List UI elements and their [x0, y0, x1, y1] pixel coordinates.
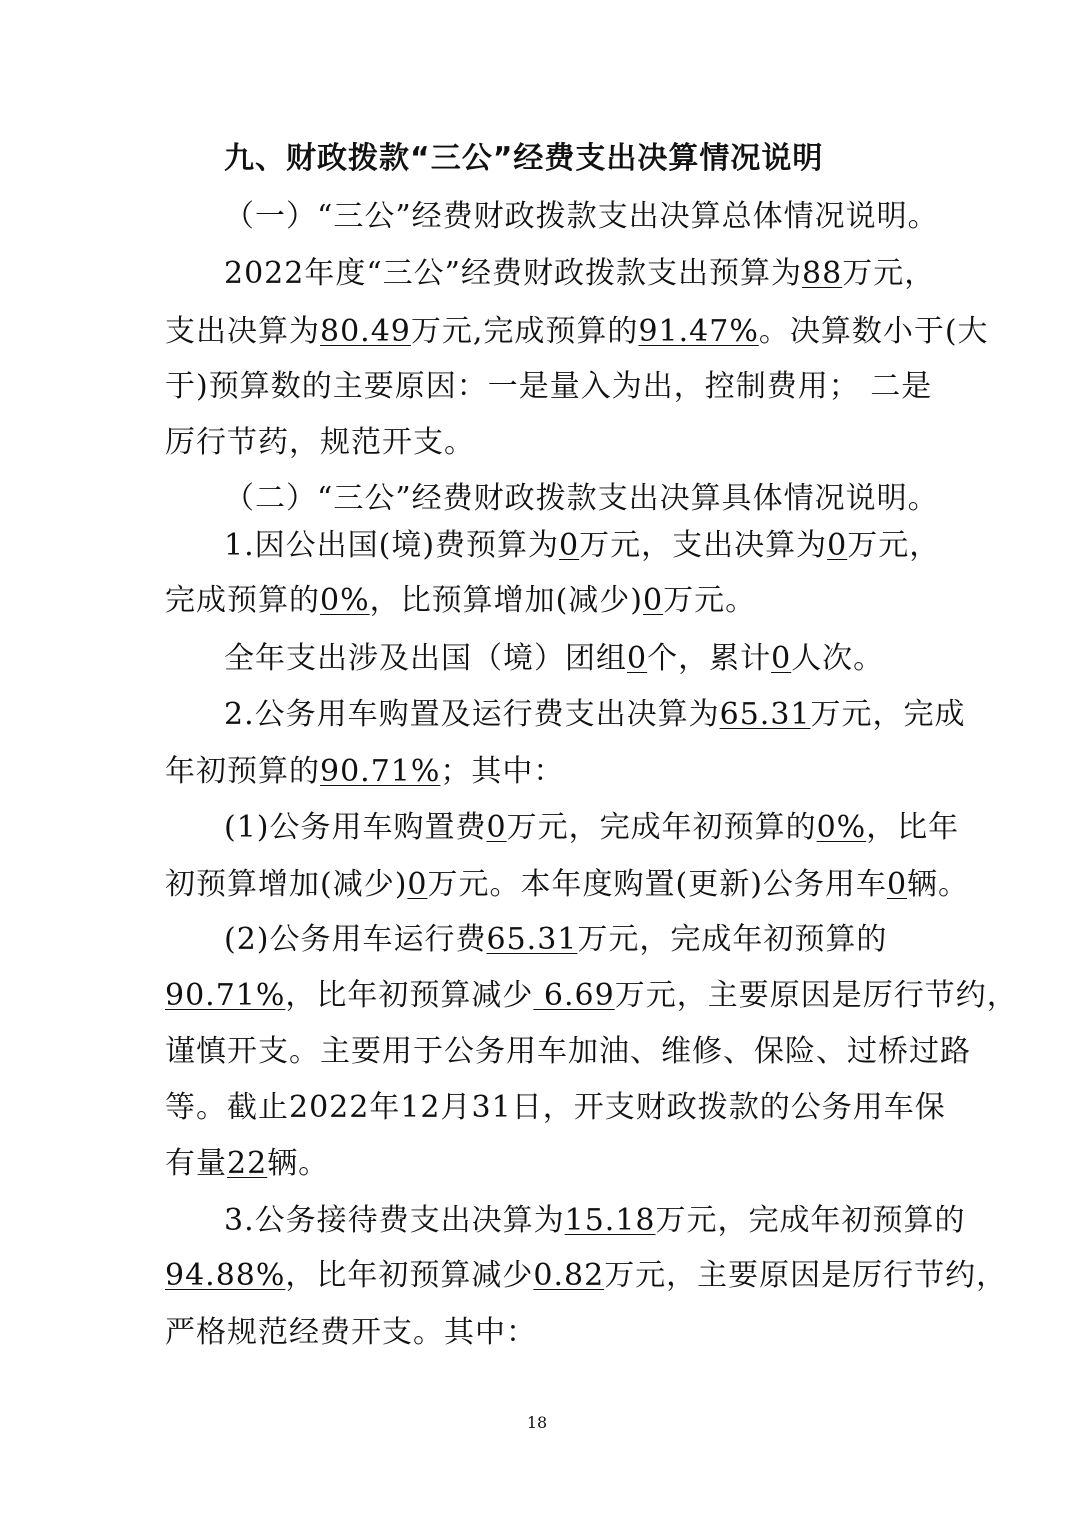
purchased-vehicles: 0	[886, 867, 908, 902]
item-3-line-3: 严格规范经费开支。其中：	[165, 1315, 537, 1350]
text: 辆。	[267, 1146, 330, 1181]
vehicle-rate: 90.71%	[320, 754, 441, 789]
text: 万元，	[842, 256, 936, 291]
persons-count: 0	[771, 641, 792, 676]
paragraph-1-line-2	[165, 312, 989, 352]
budget-value: 88	[802, 256, 843, 291]
text: 万元，完成年初预算的	[506, 810, 817, 845]
text: 万元，完成	[810, 697, 966, 732]
text: 万元。	[663, 583, 757, 618]
text: 万元，主要原因是厉行节约，	[604, 1258, 1008, 1293]
item-3-line-2	[165, 1256, 1007, 1296]
text: 万元，	[847, 528, 941, 563]
vehicles-held: 22	[227, 1146, 268, 1181]
text: 万元，主要原因是厉行节约，	[614, 978, 1018, 1013]
text: 1.因公出国(境)费预算为	[224, 528, 560, 563]
text: (1)公务用车购置费	[224, 810, 487, 845]
text: 全年支出涉及出国（境）团组	[224, 641, 627, 676]
text: ，比年初预算减少	[285, 978, 534, 1013]
groups-count: 0	[627, 641, 648, 676]
item-2-1-line-1	[224, 808, 959, 848]
paragraph-1-line-3: 于)预算数的主要原因：一是量入为出，控制费用； 二是	[165, 369, 933, 404]
reception-decrease: 0.82	[533, 1258, 605, 1293]
reception-rate: 94.88%	[165, 1258, 286, 1293]
item-2-2-line-4: 等。截止2022年12月31日，开支财政拨款的公务用车保	[165, 1090, 946, 1125]
item-2-2-line-5	[165, 1144, 329, 1184]
text: 人次。	[791, 641, 885, 676]
purchase-rate: 0%	[816, 810, 867, 845]
text: 3.公务接待费支出决算为	[224, 1203, 565, 1238]
item-1-line-1	[224, 526, 940, 566]
abroad-actual: 0	[827, 528, 848, 563]
item-3-line-1	[224, 1201, 966, 1241]
text: 初预算增加(减少)	[165, 867, 408, 902]
item-2-2-line-1	[224, 920, 887, 960]
item-2-2-line-3: 谨慎开支。主要用于公务用车加油、维修、保险、过桥过路	[165, 1034, 971, 1069]
abroad-budget: 0	[559, 528, 580, 563]
abroad-rate: 0%	[320, 583, 370, 618]
operation-rate: 90.71%	[165, 978, 286, 1013]
text: 有量	[165, 1146, 227, 1181]
purchase-amount: 0	[486, 810, 507, 845]
operation-decrease: 6.69	[533, 978, 615, 1013]
paragraph-1-line-4: 厉行节药，规范开支。	[165, 425, 475, 460]
text: 万元，支出决算为	[579, 528, 828, 563]
text: 万元。本年度购置(更新)公务用车	[427, 867, 887, 902]
completion-rate: 91.47%	[638, 314, 759, 349]
subsection-2-title: （二）“三公”经费财政拨款支出决算具体情况说明。	[224, 481, 939, 516]
abroad-change: 0	[643, 583, 664, 618]
reception-actual: 15.18	[564, 1203, 656, 1238]
item-2-line-1	[224, 695, 966, 735]
vehicle-actual: 65.31	[719, 697, 811, 732]
item-2-2-line-2	[165, 976, 1018, 1016]
actual-value: 80.49	[320, 314, 411, 349]
text: 辆。	[907, 867, 970, 902]
text: 完成预算的	[165, 583, 320, 618]
text: ，比预算增加(减少)	[369, 583, 644, 618]
text: ，比年	[866, 810, 960, 845]
item-1-groups-line	[224, 639, 884, 679]
text: 2022年度“三公”经费财政拨款支出预算为	[224, 256, 803, 291]
text: 支出决算为	[165, 314, 320, 349]
purchase-change: 0	[407, 867, 428, 902]
text: 万元,完成预算的	[410, 314, 639, 349]
page-number: 18	[526, 1413, 548, 1432]
section-heading: 九、财政拨款“三公”经费支出决算情况说明	[224, 141, 824, 176]
text: 2.公务用车购置及运行费支出决算为	[224, 697, 720, 732]
text: ；其中：	[440, 754, 565, 789]
item-2-1-line-2	[165, 865, 969, 905]
text: (2)公务用车运行费	[224, 922, 487, 957]
text: 。决算数小于(大	[758, 314, 989, 349]
item-1-line-2	[165, 581, 756, 621]
paragraph-1-line-1	[224, 254, 935, 294]
item-2-line-2	[165, 752, 564, 792]
operation-amount: 65.31	[486, 922, 578, 957]
text: 万元，完成年初预算的	[655, 1203, 966, 1238]
subsection-1-title: （一）“三公”经费财政拨款支出决算总体情况说明。	[224, 199, 939, 234]
text: 万元，完成年初预算的	[577, 922, 888, 957]
text: ，比年初预算减少	[285, 1258, 534, 1293]
text: 个，累计	[647, 641, 772, 676]
text: 年初预算的	[165, 754, 320, 789]
